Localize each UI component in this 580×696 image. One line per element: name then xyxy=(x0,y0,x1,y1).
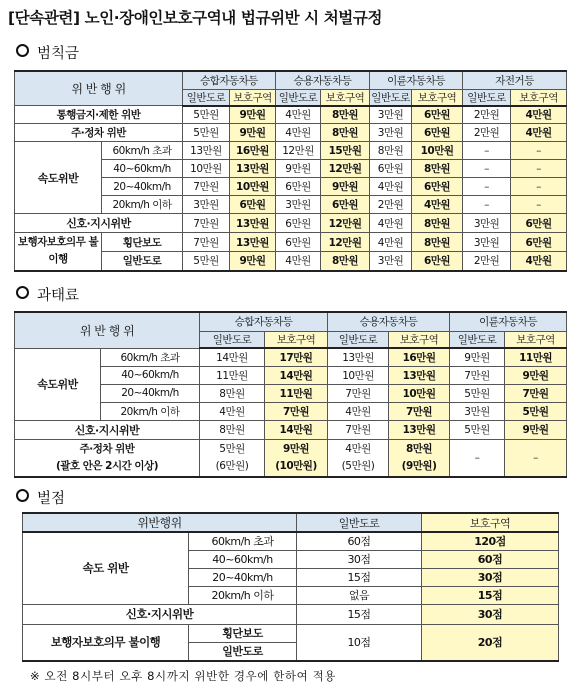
fine-header-general: 일반도로 xyxy=(276,89,321,106)
penalty-cell: 11만원 xyxy=(265,384,328,402)
fine-cell: 5만원 xyxy=(183,124,230,142)
penalty-cell: 8만원 xyxy=(200,420,265,439)
fine-cell: 6만원 xyxy=(276,178,321,196)
fine-cell: 3만원 xyxy=(370,124,412,142)
penalty-cell: 11만원 xyxy=(505,348,567,366)
penalty-cell: 5만원 xyxy=(505,402,567,420)
penalty-cell xyxy=(200,439,265,477)
penalty-cell: 11만원 xyxy=(200,366,265,384)
section-heading-fine xyxy=(16,42,79,63)
fine-cell: 6만원 xyxy=(412,252,463,271)
fine-cell: 7만원 xyxy=(183,214,230,233)
fine-cell: 4만원 xyxy=(276,252,321,271)
points-cell: 60점 xyxy=(297,532,422,550)
fine-cell: 4만원 xyxy=(276,124,321,142)
table-row xyxy=(23,624,559,661)
section-title-penalty: 과태료 xyxy=(37,288,80,304)
fine-cell: 4만원 xyxy=(276,106,321,124)
fine-cell: 6만원 xyxy=(230,196,276,214)
fine-cell: 3만원 xyxy=(183,196,230,214)
fine-header-protect: 보호구역 xyxy=(321,89,370,106)
fine-cell: – xyxy=(463,196,511,214)
row-label: 60km/h 초과 xyxy=(101,348,200,366)
table-row xyxy=(23,532,559,550)
circle-bullet-icon xyxy=(16,44,29,57)
penalty-cell: 9만원 xyxy=(450,348,505,366)
penalty-header-vehicle: 승합자동차등 xyxy=(200,312,328,331)
row-label: 20~40km/h xyxy=(101,384,200,402)
fine-cell: 10만원 xyxy=(230,178,276,196)
fine-cell: 3만원 xyxy=(370,106,412,124)
fine-cell: 6만원 xyxy=(412,178,463,196)
penalty-header-protect: 보호구역 xyxy=(505,331,567,348)
penalty-header-protect: 보호구역 xyxy=(389,331,450,348)
fine-cell: 10만원 xyxy=(412,142,463,160)
points-header-violation: 위반행위 xyxy=(23,513,297,532)
penalty-cell: 9만원 xyxy=(505,420,567,439)
section-heading-penalty xyxy=(16,284,79,305)
fine-cell: 12만원 xyxy=(321,214,370,233)
ped-group-label: 보행자보호의무 불이행 xyxy=(23,624,189,661)
penalty-cell xyxy=(389,439,450,477)
row-label: 신호·지시위반 xyxy=(23,604,297,624)
points-cell: 30점 xyxy=(422,604,559,624)
footnote: ※ 오전 8시부터 오후 8시까지 위반한 경우에 한하여 적용 xyxy=(30,669,336,683)
penalty-cell: 17만원 xyxy=(265,348,328,366)
row-label: 통행금지·제한 위반 xyxy=(15,106,183,124)
penalty-cell: 9만원 xyxy=(505,366,567,384)
penalty-value-2h: (5만원) xyxy=(341,459,375,472)
points-cell: 15점 xyxy=(422,586,559,604)
row-label: 40~60km/h xyxy=(189,550,297,568)
fine-cell: 9만원 xyxy=(321,178,370,196)
fine-cell: – xyxy=(463,142,511,160)
penalty-cell: – xyxy=(505,439,567,477)
penalty-header-protect: 보호구역 xyxy=(265,331,328,348)
penalty-cell: 7만원 xyxy=(389,402,450,420)
fine-cell: 12만원 xyxy=(276,142,321,160)
fine-cell: 4만원 xyxy=(511,124,567,142)
penalty-header-general: 일반도로 xyxy=(200,331,265,348)
fine-cell: 8만원 xyxy=(412,233,463,252)
row-label: 일반도로 xyxy=(102,252,183,271)
fine-header-vehicle: 승합자동차등 xyxy=(183,71,276,89)
fine-header-vehicle: 이륜자동차등 xyxy=(370,71,463,89)
section-title-points: 벌점 xyxy=(37,491,66,507)
table-row xyxy=(15,420,567,439)
row-label: 20km/h 이하 xyxy=(189,586,297,604)
fine-cell: – xyxy=(463,160,511,178)
penalty-cell: 10만원 xyxy=(389,384,450,402)
fine-cell: 6만원 xyxy=(412,106,463,124)
fine-cell: 8만원 xyxy=(321,252,370,271)
fine-cell: 2만원 xyxy=(463,124,511,142)
circle-bullet-icon xyxy=(16,489,29,502)
penalty-cell: 13만원 xyxy=(389,366,450,384)
fine-header-protect: 보호구역 xyxy=(230,89,276,106)
points-cell: 10점 xyxy=(297,624,422,661)
row-label: 40~60km/h xyxy=(101,366,200,384)
fine-cell: 13만원 xyxy=(183,142,230,160)
fine-cell: 12만원 xyxy=(321,160,370,178)
row-label: 20km/h 이하 xyxy=(101,402,200,420)
row-label: 횡단보도 xyxy=(189,625,296,643)
fine-cell: 4만원 xyxy=(511,106,567,124)
fine-cell: 8만원 xyxy=(412,214,463,233)
fine-cell: 9만원 xyxy=(230,106,276,124)
fine-cell: 2만원 xyxy=(463,252,511,271)
fine-cell: 3만원 xyxy=(463,233,511,252)
row-label: 40~60km/h xyxy=(102,160,183,178)
penalty-table xyxy=(14,311,567,478)
fine-cell: 5만원 xyxy=(183,106,230,124)
row-label: 20~40km/h xyxy=(102,178,183,196)
penalty-header-violation: 위 반 행 위 xyxy=(15,312,200,348)
parking-note: (괄호 안은 2시간 이상) xyxy=(55,459,158,472)
row-label: 60km/h 초과 xyxy=(102,142,183,160)
row-label: 주·정차 위반 xyxy=(15,124,183,142)
penalty-cell xyxy=(328,439,389,477)
penalty-cell: 13만원 xyxy=(328,348,389,366)
fine-cell: 4만원 xyxy=(370,214,412,233)
fine-header-general: 일반도로 xyxy=(370,89,412,106)
penalty-header-general: 일반도로 xyxy=(328,331,389,348)
penalty-cell: – xyxy=(450,439,505,477)
fine-header-protect: 보호구역 xyxy=(412,89,463,106)
fine-cell: 4만원 xyxy=(370,233,412,252)
penalty-header-general: 일반도로 xyxy=(450,331,505,348)
section-title-fine: 범칙금 xyxy=(37,46,80,62)
penalty-value: 4만원 xyxy=(345,442,371,455)
fine-cell: 6만원 xyxy=(511,214,567,233)
points-cell: 15점 xyxy=(297,568,422,586)
parking-label: 주·정차 위반 xyxy=(79,442,135,455)
fine-header-protect: 보호구역 xyxy=(511,89,567,106)
penalty-cell: 7만원 xyxy=(505,384,567,402)
fine-cell: 7만원 xyxy=(183,178,230,196)
fine-cell: 16만원 xyxy=(230,142,276,160)
penalty-cell: 8만원 xyxy=(200,384,265,402)
page-title: [단속관련] 노인·장애인보호구역내 법규위반 시 처벌규정 xyxy=(8,9,383,27)
row-label: 20~40km/h xyxy=(189,568,297,586)
fine-cell: 8만원 xyxy=(321,124,370,142)
penalty-cell: 5만원 xyxy=(450,420,505,439)
fine-cell: 4만원 xyxy=(412,196,463,214)
penalty-cell: 7만원 xyxy=(328,384,389,402)
points-cell: 20점 xyxy=(422,624,559,661)
circle-bullet-icon xyxy=(16,286,29,299)
penalty-header-vehicle: 이륜자동차등 xyxy=(450,312,567,331)
fine-cell: 6만원 xyxy=(370,160,412,178)
fine-cell: 9만원 xyxy=(230,124,276,142)
fine-cell: 7만원 xyxy=(183,233,230,252)
penalty-cell xyxy=(265,439,328,477)
fine-cell: 3만원 xyxy=(463,214,511,233)
fine-cell: 13만원 xyxy=(230,160,276,178)
penalty-cell: 16만원 xyxy=(389,348,450,366)
penalty-cell: 7만원 xyxy=(328,420,389,439)
fine-cell: 10만원 xyxy=(183,160,230,178)
points-header-general: 일반도로 xyxy=(297,513,422,532)
points-cell: 30점 xyxy=(422,568,559,586)
fine-cell: 9만원 xyxy=(276,160,321,178)
table-row xyxy=(15,439,567,477)
table-row xyxy=(15,142,567,160)
table-row xyxy=(15,106,567,124)
fine-header-general: 일반도로 xyxy=(183,89,230,106)
fine-cell: – xyxy=(511,160,567,178)
speed-group-label: 속도위반 xyxy=(15,142,102,214)
ped-group-label: 보행자보호의무 불이행 xyxy=(15,233,102,271)
fine-cell: 4만원 xyxy=(511,252,567,271)
penalty-cell: 7만원 xyxy=(265,402,328,420)
ped-sub-labels xyxy=(189,624,297,661)
fine-cell: 3만원 xyxy=(276,196,321,214)
row-label: 60km/h 초과 xyxy=(189,532,297,550)
fine-cell: 13만원 xyxy=(230,233,276,252)
penalty-value-2h: (6만원) xyxy=(215,459,249,472)
penalty-value-2h: (10만원) xyxy=(275,459,317,472)
points-cell: 60점 xyxy=(422,550,559,568)
fine-cell: 6만원 xyxy=(412,124,463,142)
section-heading-points xyxy=(16,487,65,508)
fine-cell: 15만원 xyxy=(321,142,370,160)
fine-cell: 6만원 xyxy=(276,214,321,233)
penalty-value-2h: (9만원) xyxy=(401,459,437,472)
fine-header-violation: 위 반 행 위 xyxy=(15,71,183,106)
fine-cell: – xyxy=(511,196,567,214)
fine-cell: – xyxy=(511,178,567,196)
fine-cell: – xyxy=(511,142,567,160)
penalty-cell: 7만원 xyxy=(450,366,505,384)
penalty-cell: 4만원 xyxy=(328,402,389,420)
penalty-header-vehicle: 승용자동차등 xyxy=(328,312,450,331)
points-cell: 없음 xyxy=(297,586,422,604)
table-row xyxy=(23,604,559,624)
fine-cell: 3만원 xyxy=(370,252,412,271)
penalty-cell: 14만원 xyxy=(200,348,265,366)
fine-header-vehicle: 승용자동차등 xyxy=(276,71,370,89)
fine-table xyxy=(14,70,567,272)
fine-cell: 2만원 xyxy=(370,196,412,214)
fine-cell: 2만원 xyxy=(463,106,511,124)
fine-cell: 5만원 xyxy=(183,252,230,271)
points-cell: 120점 xyxy=(422,532,559,550)
fine-cell: 8만원 xyxy=(412,160,463,178)
fine-cell: 9만원 xyxy=(230,252,276,271)
points-table xyxy=(22,512,559,662)
table-row xyxy=(15,348,567,366)
fine-cell: – xyxy=(463,178,511,196)
speed-group-label: 속도 위반 xyxy=(23,532,189,604)
fine-cell: 6만원 xyxy=(276,233,321,252)
fine-header-vehicle: 자전거등 xyxy=(463,71,567,89)
table-row xyxy=(15,233,567,252)
row-label: 일반도로 xyxy=(222,644,263,658)
table-row xyxy=(15,124,567,142)
row-label: 20km/h 이하 xyxy=(102,196,183,214)
penalty-value: 9만원 xyxy=(282,442,310,455)
speed-group-label: 속도위반 xyxy=(15,348,101,420)
penalty-value: 5만원 xyxy=(219,442,245,455)
penalty-cell: 13만원 xyxy=(389,420,450,439)
fine-cell: 6만원 xyxy=(321,196,370,214)
table-row xyxy=(15,214,567,233)
points-header-protect: 보호구역 xyxy=(422,513,559,532)
points-cell: 30점 xyxy=(297,550,422,568)
row-label: 횡단보도 xyxy=(102,233,183,252)
points-cell: 15점 xyxy=(297,604,422,624)
penalty-value: 8만원 xyxy=(405,442,433,455)
parking-row-label xyxy=(15,439,200,477)
fine-cell: 4만원 xyxy=(370,178,412,196)
penalty-cell: 5만원 xyxy=(450,384,505,402)
fine-cell: 8만원 xyxy=(321,106,370,124)
fine-cell: 13만원 xyxy=(230,214,276,233)
fine-cell: 6만원 xyxy=(511,233,567,252)
fine-cell: 12만원 xyxy=(321,233,370,252)
row-label: 신호·지시위반 xyxy=(15,214,183,233)
penalty-cell: 4만원 xyxy=(200,402,265,420)
penalty-cell: 3만원 xyxy=(450,402,505,420)
penalty-cell: 14만원 xyxy=(265,420,328,439)
row-label: 신호·지시위반 xyxy=(15,420,200,439)
fine-cell: 8만원 xyxy=(370,142,412,160)
penalty-cell: 10만원 xyxy=(328,366,389,384)
fine-header-general: 일반도로 xyxy=(463,89,511,106)
penalty-cell: 14만원 xyxy=(265,366,328,384)
